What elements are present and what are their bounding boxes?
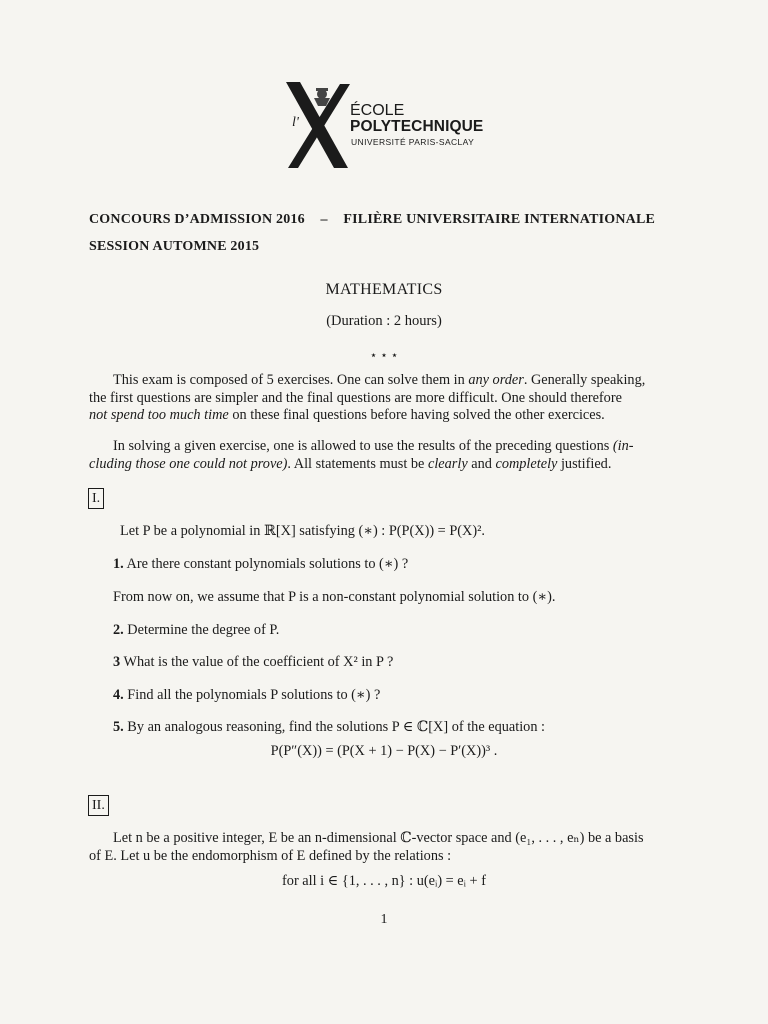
header-line-1 xyxy=(89,212,655,228)
intro-line-5 xyxy=(89,455,611,473)
question-text: Are there constant polynomials solutions to (∗) ? xyxy=(123,556,409,572)
intro-emphasis: not spend too much time xyxy=(89,407,229,423)
duration: (Duration : 2 hours) xyxy=(326,313,442,329)
question-text: By an analogous reasoning, find the solutions P ∈ ℂ[X] of the equation : xyxy=(123,719,546,735)
intro-text: In solving a given exercise, one is allowed to use the results of the preceding questions xyxy=(113,438,613,454)
logo-line-polytechnique: POLYTECHNIQUE xyxy=(350,118,484,135)
question-number: 5. xyxy=(113,719,124,735)
intro-emphasis: completely xyxy=(495,456,558,472)
separator-stars: ⋆ ⋆ ⋆ xyxy=(369,348,399,362)
question-3 xyxy=(113,653,393,671)
question-number: 4. xyxy=(113,687,124,703)
section-2-line-2: of E. Let u be the endomorphism of E defined by the relations : xyxy=(89,848,452,864)
intro-emphasis: cluding those one could not prove) xyxy=(89,456,288,472)
logo-prefix: l' xyxy=(292,115,299,130)
question-number: 3 xyxy=(113,654,121,670)
intro-emphasis: clearly xyxy=(427,456,468,472)
header-dash: – xyxy=(320,212,328,227)
question-number: 1. xyxy=(113,556,124,572)
school-logo xyxy=(278,80,498,170)
section-2-equation: for all i ∈ {1, . . . , n} : u(eᵢ) = eᵢ + f xyxy=(282,873,486,889)
page-number: 1 xyxy=(380,912,388,927)
intro-text: on these final questions before having solved the other exercices. xyxy=(228,407,605,423)
intro-line-4 xyxy=(113,437,634,455)
header-filiere: FILIÈRE UNIVERSITAIRE INTERNATIONALE xyxy=(343,212,656,227)
page-title: MATHEMATICS xyxy=(325,281,443,298)
section-label-box: II. xyxy=(88,795,109,816)
intro-text: . All statements must be xyxy=(287,456,428,472)
question-4 xyxy=(113,686,380,704)
intro-text: This exam is composed of 5 exercises. One can solve them in xyxy=(113,372,469,388)
intro-emphasis: any order xyxy=(468,372,524,388)
section-label-box: I. xyxy=(88,488,104,509)
intro-emphasis: (in- xyxy=(612,438,634,454)
question-text: Determine the degree of P. xyxy=(123,622,280,638)
intro-text: justified. xyxy=(557,456,612,472)
question-text: What is the value of the coefficient of X² in P ? xyxy=(120,654,394,670)
section-2-line-1: Let n be a positive integer, E be an n-dimensional ℂ-vector space and (e₁, . . . , eₙ) be a basis xyxy=(113,830,644,846)
question-5 xyxy=(113,718,545,736)
question-5-equation: P(P″(X)) = (P(X + 1) − P(X) − P′(X))³ . xyxy=(270,743,498,759)
header-concours: CONCOURS D’ADMISSION 2016 xyxy=(89,212,305,227)
intro-line-1 xyxy=(113,371,645,389)
assumption-text: From now on, we assume that P is a non-constant polynomial solution to (∗). xyxy=(113,589,556,605)
header-session: SESSION AUTOMNE 2015 xyxy=(89,239,260,254)
question-text: Find all the polynomials P solutions to (∗) ? xyxy=(123,687,381,703)
question-number: 2. xyxy=(113,622,124,638)
intro-line-2: the first questions are simpler and the final questions are more difficult. One should therefore xyxy=(89,390,622,406)
logo-line-ecole: ÉCOLE xyxy=(350,102,405,119)
intro-text: . Generally speaking, xyxy=(523,372,646,388)
logo-line-universite: UNIVERSITÉ PARIS-SACLAY xyxy=(351,137,475,147)
intro-text: and xyxy=(467,456,496,472)
section-1-statement: Let P be a polynomial in ℝ[X] satisfying (∗) : P(P(X)) = P(X)². xyxy=(120,523,485,539)
question-2 xyxy=(113,621,279,639)
intro-line-3 xyxy=(89,406,605,424)
section-1-label xyxy=(88,488,104,509)
question-1 xyxy=(113,555,408,573)
section-2-label xyxy=(88,795,109,816)
